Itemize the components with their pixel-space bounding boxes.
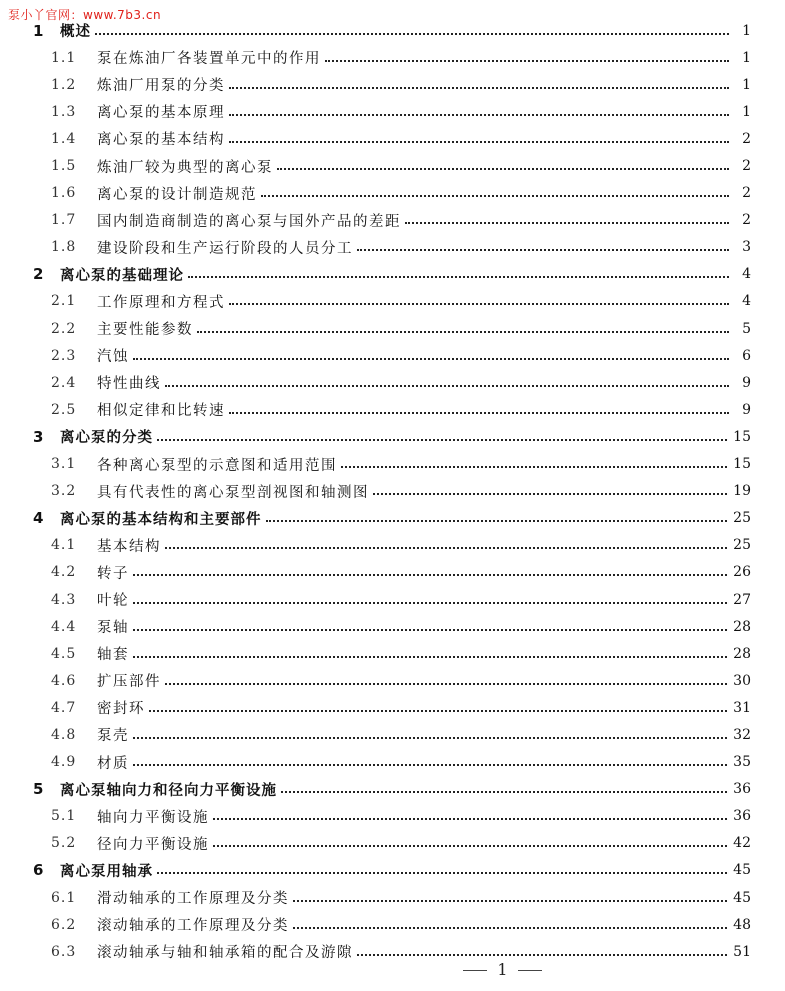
toc-entry-body [97, 887, 751, 908]
toc-entry-body [97, 914, 751, 935]
toc-section-row[interactable] [0, 721, 785, 748]
toc-entry-title: 滚动轴承的工作原理及分类 [97, 918, 289, 935]
toc-section-row[interactable] [0, 694, 785, 721]
toc-entry-body [97, 399, 751, 420]
toc-entry-title: 离心泵的基本结构 [97, 132, 225, 149]
toc-entry-body [97, 833, 751, 854]
toc-page-number: 35 [733, 754, 751, 771]
toc-entry-number: 4.2 [51, 564, 77, 581]
toc-entry-body [60, 426, 751, 447]
toc-entry-title: 泵轴 [97, 620, 129, 637]
toc-entry-body [97, 101, 751, 122]
toc-page-number: 2 [742, 158, 751, 175]
toc-page-number: 1 [742, 22, 751, 39]
toc-section-row[interactable] [0, 803, 785, 830]
toc-chapter-row[interactable] [0, 776, 785, 803]
page-footer [0, 960, 785, 979]
toc-entry-number: 2.5 [51, 401, 77, 418]
toc-entry-body [97, 237, 751, 258]
toc-page-number: 45 [733, 889, 751, 906]
toc-dot-leader [293, 927, 727, 929]
toc-entry-title: 炼油厂较为典型的离心泵 [97, 159, 273, 176]
toc-page-number: 2 [742, 212, 751, 229]
toc-dot-leader [266, 520, 728, 522]
toc-entry-title: 密封环 [97, 701, 145, 718]
toc-section-row[interactable] [0, 478, 785, 505]
toc-page-number: 2 [742, 130, 751, 147]
toc-page-number: 9 [742, 401, 751, 418]
toc-entry-title: 叶轮 [97, 593, 129, 610]
toc-entry-body [97, 47, 751, 68]
toc-chapter-row[interactable] [0, 857, 785, 884]
toc-entry-number: 4.9 [51, 754, 77, 771]
toc-chapter-row[interactable] [0, 261, 785, 288]
toc-entry-body [97, 210, 751, 231]
toc-section-row[interactable] [0, 71, 785, 98]
footer-page-number: 1 [497, 960, 508, 979]
toc-entry-title: 主要性能参数 [97, 322, 193, 339]
toc-dot-leader [133, 574, 727, 576]
toc-entry-body [97, 481, 751, 502]
toc-entry-number: 3.2 [51, 483, 77, 500]
toc-dot-leader [293, 900, 727, 902]
toc-entry-title: 离心泵的基本结构和主要部件 [60, 511, 262, 528]
toc-entry-title: 概述 [60, 24, 91, 41]
toc-section-row[interactable] [0, 667, 785, 694]
toc-dot-leader [133, 358, 729, 360]
toc-entry-number: 2.1 [51, 293, 77, 310]
toc-entry-number: 1.3 [51, 103, 77, 120]
toc-dot-leader [133, 629, 727, 631]
toc-entry-number: 1.5 [51, 158, 77, 175]
toc-entry-body [97, 562, 751, 583]
toc-dot-leader [133, 602, 727, 604]
toc-entry-number: 3 [33, 427, 44, 446]
toc-dot-leader [213, 818, 727, 820]
toc-entry-body [97, 156, 751, 177]
watermark: 泵小丫官网：www.7b3.cn [8, 8, 162, 22]
toc-entry-title: 具有代表性的离心泵型剖视图和轴测图 [97, 484, 369, 501]
toc-section-row[interactable] [0, 234, 785, 261]
toc-entry-number: 4.1 [51, 537, 77, 554]
toc-page-number: 30 [733, 672, 751, 689]
toc-dot-leader [95, 33, 729, 35]
toc-page-number: 42 [733, 835, 751, 852]
toc-entry-body [97, 670, 751, 691]
toc-entry-title: 各种离心泵型的示意图和适用范围 [97, 457, 337, 474]
toc-entry-title: 离心泵的分类 [60, 430, 153, 447]
toc-page-number: 25 [733, 510, 751, 527]
toc-section-row[interactable] [0, 44, 785, 71]
toc-page-number: 27 [733, 591, 751, 608]
toc-entry-number: 5.2 [51, 835, 77, 852]
toc-section-row[interactable] [0, 396, 785, 423]
toc-entry-number: 6 [33, 861, 44, 880]
toc-page-number: 5 [742, 320, 751, 337]
toc-entry-body [97, 318, 751, 339]
toc-entry-number: 4 [33, 509, 44, 528]
toc-page-number: 2 [742, 185, 751, 202]
toc-section-row[interactable] [0, 180, 785, 207]
toc-dot-leader [281, 791, 727, 793]
toc-page-number: 9 [742, 374, 751, 391]
toc-dot-leader [188, 276, 729, 278]
toc-entry-body [97, 74, 751, 95]
toc-page-number: 36 [733, 808, 751, 825]
toc-section-row[interactable] [0, 152, 785, 179]
toc-entry-number: 1.2 [51, 76, 77, 93]
toc-entry-title: 工作原理和方程式 [97, 294, 225, 311]
toc-entry-title: 滚动轴承与轴和轴承箱的配合及游隙 [97, 945, 353, 962]
toc-entry-body [97, 724, 751, 745]
toc-entry-number: 1.6 [51, 185, 77, 202]
toc-entry-number: 4.6 [51, 672, 77, 689]
toc-dot-leader [405, 222, 729, 224]
toc-entry-body [97, 616, 751, 637]
toc-entry-body [97, 183, 751, 204]
toc-entry-title: 离心泵的基本原理 [97, 105, 225, 122]
toc-chapter-row[interactable] [0, 17, 785, 44]
toc-dot-leader [133, 737, 727, 739]
toc-entry-title: 离心泵的设计制造规范 [97, 186, 257, 203]
toc-entry-body [97, 535, 751, 556]
toc-dot-leader [157, 439, 727, 441]
toc-entry-title: 特性曲线 [97, 376, 161, 393]
toc-entry-body [97, 643, 751, 664]
toc-entry-number: 4.5 [51, 645, 77, 662]
toc-dot-leader [229, 303, 729, 305]
toc-dot-leader [197, 331, 729, 333]
footer-dash-right [518, 970, 542, 971]
toc-section-row[interactable] [0, 369, 785, 396]
toc-section-row[interactable] [0, 532, 785, 559]
toc-entry-title: 离心泵用轴承 [60, 863, 153, 880]
toc-entry-number: 1.1 [51, 49, 77, 66]
toc-dot-leader [149, 710, 727, 712]
toc-section-row[interactable] [0, 125, 785, 152]
toc-section-row[interactable] [0, 749, 785, 776]
toc-page-number: 45 [733, 862, 751, 879]
toc-entry-title: 离心泵的基础理论 [60, 267, 184, 284]
toc-page-number: 3 [742, 239, 751, 256]
toc-entry-body [97, 454, 751, 475]
toc-dot-leader [325, 60, 729, 62]
toc-page-number: 4 [742, 293, 751, 310]
toc-entry-title: 国内制造商制造的离心泵与国外产品的差距 [97, 213, 401, 230]
toc-page-number: 32 [733, 726, 751, 743]
toc-dot-leader [133, 764, 727, 766]
toc-dot-leader [165, 547, 727, 549]
toc-entry-title: 建设阶段和生产运行阶段的人员分工 [97, 240, 353, 257]
toc-entry-number: 2.2 [51, 320, 77, 337]
toc-entry-body [97, 291, 751, 312]
toc-page-number: 6 [742, 347, 751, 364]
toc-page-number: 26 [733, 564, 751, 581]
toc-section-row[interactable] [0, 559, 785, 586]
toc-entry-body [60, 20, 751, 41]
toc-section-row[interactable] [0, 586, 785, 613]
toc-entry-number: 1.7 [51, 212, 77, 229]
toc-entry-title: 材质 [97, 755, 129, 772]
toc-section-row[interactable] [0, 613, 785, 640]
toc-dot-leader [229, 141, 729, 143]
toc-page-number: 1 [742, 103, 751, 120]
toc-entry-number: 2.4 [51, 374, 77, 391]
toc-entry-number: 1.4 [51, 130, 77, 147]
toc-page-number: 48 [733, 916, 751, 933]
toc-entry-title: 扩压部件 [97, 674, 161, 691]
toc-dot-leader [373, 493, 727, 495]
toc-entry-body [97, 752, 751, 773]
toc-page-number: 4 [742, 266, 751, 283]
toc-entry-body [97, 345, 751, 366]
toc-dot-leader [341, 466, 727, 468]
toc-entry-title: 炼油厂用泵的分类 [97, 78, 225, 95]
toc-entry-title: 转子 [97, 565, 129, 582]
toc-section-row[interactable] [0, 884, 785, 911]
toc-entry-body [97, 589, 751, 610]
toc-entry-number: 5.1 [51, 808, 77, 825]
toc-entry-number: 6.1 [51, 889, 77, 906]
toc-section-row[interactable] [0, 830, 785, 857]
toc-entry-body [97, 128, 751, 149]
toc-section-row[interactable] [0, 207, 785, 234]
toc-entry-title: 基本结构 [97, 538, 161, 555]
toc-entry-body [97, 697, 751, 718]
toc-dot-leader [229, 412, 729, 414]
toc-entry-title: 汽蚀 [97, 349, 129, 366]
toc-dot-leader [157, 872, 727, 874]
toc-entry-number: 4.8 [51, 726, 77, 743]
toc-page-number: 15 [733, 428, 751, 445]
toc-page-number: 19 [733, 483, 751, 500]
toc-page-number: 36 [733, 781, 751, 798]
toc-page-number: 51 [733, 943, 751, 960]
toc-page-number: 28 [733, 645, 751, 662]
toc-page-number: 1 [742, 49, 751, 66]
toc-entry-number: 6.3 [51, 943, 77, 960]
toc-dot-leader [229, 114, 729, 116]
toc-entry-body [97, 372, 751, 393]
toc-entry-body [97, 806, 751, 827]
toc-entry-number: 4.3 [51, 591, 77, 608]
toc-entry-number: 3.1 [51, 456, 77, 473]
toc-entry-number: 1.8 [51, 239, 77, 256]
toc-entry-number: 4.4 [51, 618, 77, 635]
toc-dot-leader [261, 195, 729, 197]
table-of-contents [0, 17, 785, 965]
toc-page-number: 31 [733, 699, 751, 716]
toc-dot-leader [229, 87, 729, 89]
toc-entry-number: 5 [33, 780, 44, 799]
toc-entry-number: 4.7 [51, 699, 77, 716]
toc-entry-title: 滑动轴承的工作原理及分类 [97, 891, 289, 908]
toc-chapter-row[interactable] [0, 505, 785, 532]
toc-section-row[interactable] [0, 315, 785, 342]
toc-page-number: 1 [742, 76, 751, 93]
toc-section-row[interactable] [0, 342, 785, 369]
toc-dot-leader [165, 683, 727, 685]
toc-chapter-row[interactable] [0, 423, 785, 450]
toc-section-row[interactable] [0, 451, 785, 478]
toc-entry-body [60, 860, 751, 881]
footer-dash-left [463, 970, 487, 971]
toc-entry-title: 泵在炼油厂各装置单元中的作用 [97, 51, 321, 68]
toc-section-row[interactable] [0, 288, 785, 315]
toc-entry-body [60, 264, 751, 285]
toc-entry-title: 径向力平衡设施 [97, 836, 209, 853]
toc-section-row[interactable] [0, 98, 785, 125]
toc-dot-leader [165, 385, 729, 387]
toc-dot-leader [277, 168, 729, 170]
toc-dot-leader [133, 656, 727, 658]
toc-entry-number: 1 [33, 21, 44, 40]
toc-entry-number: 6.2 [51, 916, 77, 933]
toc-entry-number: 2 [33, 265, 44, 284]
toc-entry-title: 泵壳 [97, 728, 129, 745]
toc-section-row[interactable] [0, 640, 785, 667]
toc-page-number: 25 [733, 537, 751, 554]
toc-dot-leader [357, 249, 729, 251]
toc-page-number: 15 [733, 456, 751, 473]
toc-dot-leader [213, 845, 727, 847]
toc-entry-body [60, 779, 751, 800]
toc-dot-leader [357, 954, 727, 956]
toc-entry-title: 相似定律和比转速 [97, 403, 225, 420]
toc-page-number: 28 [733, 618, 751, 635]
toc-entry-title: 轴向力平衡设施 [97, 809, 209, 826]
toc-entry-number: 2.3 [51, 347, 77, 364]
toc-section-row[interactable] [0, 911, 785, 938]
toc-entry-title: 轴套 [97, 647, 129, 664]
toc-entry-body [60, 508, 751, 529]
toc-entry-title: 离心泵轴向力和径向力平衡设施 [60, 782, 277, 799]
